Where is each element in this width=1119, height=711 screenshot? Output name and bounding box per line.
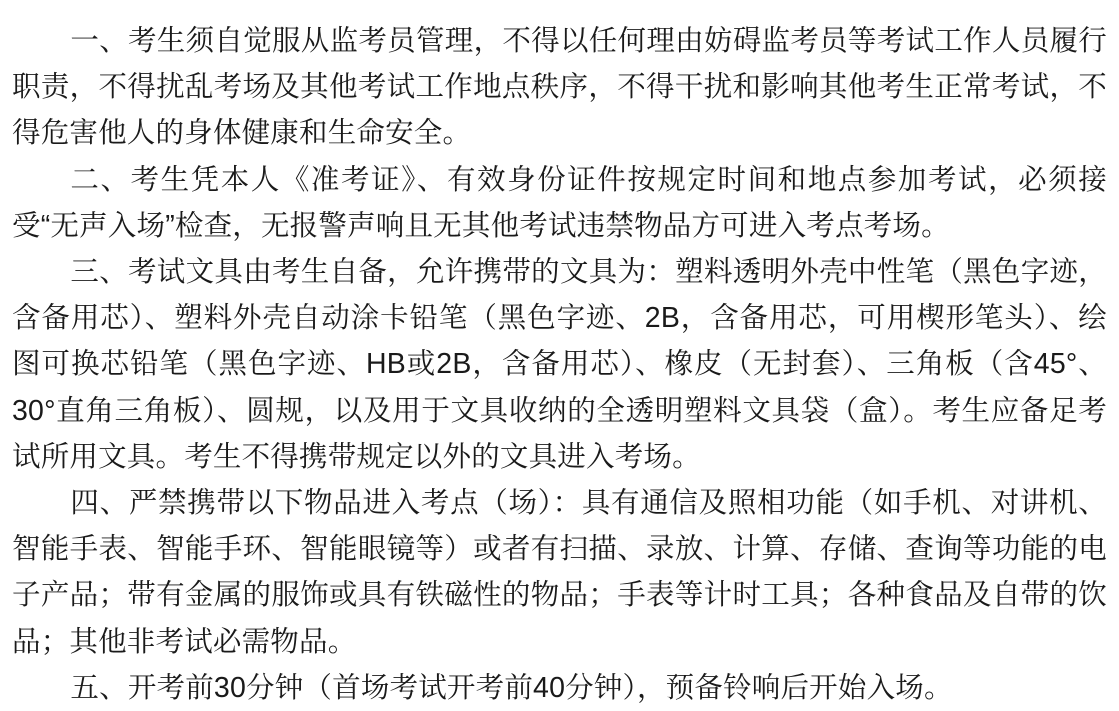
rule-paragraph-3: 三、考试文具由考生自备，允许携带的文具为：塑料透明外壳中性笔（黑色字迹，含备用芯）、塑料外壳自动涂卡铅笔（黑色字迹、2B，含备用芯，可用楔形笔头）、绘图可换芯铅笔（黑色字迹、HB或2B，含备用芯）、橡皮（无封套）、三角板（含45°、30°直角三角板）、圆规，以及用于文具收纳的全透明塑料文具袋（盒）。考生应备足考试所用文具。考生不得携带规定以外的文具进入考场。 xyxy=(12,256,1107,473)
rule-paragraph-4: 四、严禁携带以下物品进入考点（场）：具有通信及照相功能（如手机、对讲机、智能手表、智能手环、智能眼镜等）或者有扫描、录放、计算、存储、查询等功能的电子产品；带有金属的服饰或具有铁磁性的物品；手表等计时工具；各种食品及自带的饮品；其他非考试必需物品。 xyxy=(12,487,1107,658)
rule-paragraph-1: 一、考生须自觉服从监考员管理，不得以任何理由妨碍监考员等考试工作人员履行职责，不得扰乱考场及其他考试工作地点秩序，不得干扰和影响其他考生正常考试，不得危害他人的身体健康和生命安全。 xyxy=(12,25,1107,150)
rule-paragraph-2: 二、考生凭本人《准考证》、有效身份证件按规定时间和地点参加考试，必须接受“无声入场”检查，无报警声响且无其他考试违禁物品方可进入考点考场。 xyxy=(12,163,1107,242)
rule-paragraph-5: 五、开考前30分钟（首场考试开考前40分钟），预备铃响后开始入场。 xyxy=(70,671,953,704)
